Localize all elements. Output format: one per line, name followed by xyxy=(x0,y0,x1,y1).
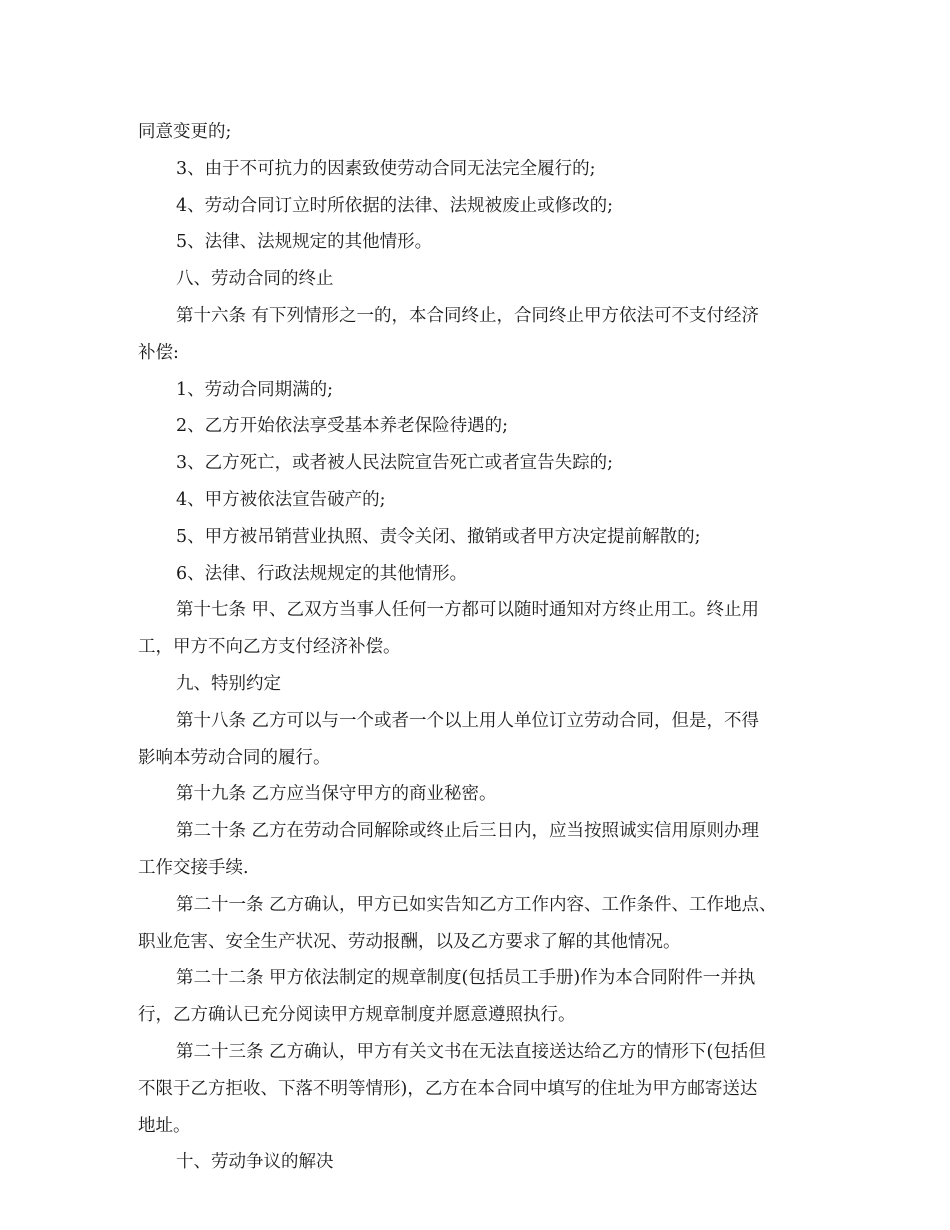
list-item: 4、劳动合同订立时所依据的法律、法规被废止或修改的; xyxy=(176,195,614,216)
article-17: 第十七条 甲、乙双方当事人任何一方都可以随时通知对方终止用工。终止用 xyxy=(176,600,760,621)
list-item: 5、甲方被吊销营业执照、责令关闭、撤销或者甲方决定提前解散的; xyxy=(176,526,701,547)
text-line: 影响本劳动合同的履行。 xyxy=(138,747,331,768)
text-line: 工，甲方不向乙方支付经济补偿。 xyxy=(138,637,401,658)
section-heading-dispute-resolution: 十、劳动争议的解决 xyxy=(176,1152,334,1173)
text-line: 职业危害、安全生产状况、劳动报酬，以及乙方要求了解的其他情况。 xyxy=(138,931,681,952)
list-item: 4、甲方被依法宣告破产的; xyxy=(176,489,386,510)
text-line: 行，乙方确认已充分阅读甲方规章制度并愿意遵照执行。 xyxy=(138,1005,576,1026)
article-23: 第二十三条 乙方确认，甲方有关文书在无法直接送达给乙方的情形下(包括但 xyxy=(176,1041,766,1062)
list-item: 3、由于不可抗力的因素致使劳动合同无法完全履行的; xyxy=(176,158,596,179)
article-16: 第十六条 有下列情形之一的，本合同终止，合同终止甲方依法可不支付经济 xyxy=(176,305,760,326)
article-18: 第十八条 乙方可以与一个或者一个以上用人单位订立劳动合同，但是，不得 xyxy=(176,710,760,731)
article-22: 第二十二条 甲方依法制定的规章制度(包括员工手册)作为本合同附件一并执 xyxy=(176,968,756,989)
list-item: 2、乙方开始依法享受基本养老保险待遇的; xyxy=(176,416,509,437)
list-item: 6、法律、行政法规规定的其他情形。 xyxy=(176,563,468,584)
list-item: 5、法律、法规规定的其他情形。 xyxy=(176,232,433,253)
list-item: 1、劳动合同期满的; xyxy=(176,379,334,400)
section-heading-special-terms: 九、特别约定 xyxy=(176,673,281,694)
text-line: 地址。 xyxy=(138,1115,191,1136)
text-line: 补偿: xyxy=(138,342,179,363)
document-body xyxy=(138,114,828,1181)
article-19: 第十九条 乙方应当保守甲方的商业秘密。 xyxy=(176,784,497,805)
article-21: 第二十一条 乙方确认，甲方已如实告知乙方工作内容、工作条件、工作地点、 xyxy=(176,894,777,915)
text-line: 同意变更的; xyxy=(138,122,232,142)
article-20: 第二十条 乙方在劳动合同解除或终止后三日内，应当按照诚实信用原则办理 xyxy=(176,821,760,842)
section-heading-termination: 八、劳动合同的终止 xyxy=(176,269,334,290)
list-item: 3、乙方死亡，或者被人民法院宣告死亡或者宣告失踪的; xyxy=(176,453,614,474)
text-line: 工作交接手续. xyxy=(138,857,249,878)
text-line: 不限于乙方拒收、下落不明等情形)，乙方在本合同中填写的住址为甲方邮寄送达 xyxy=(138,1078,758,1099)
